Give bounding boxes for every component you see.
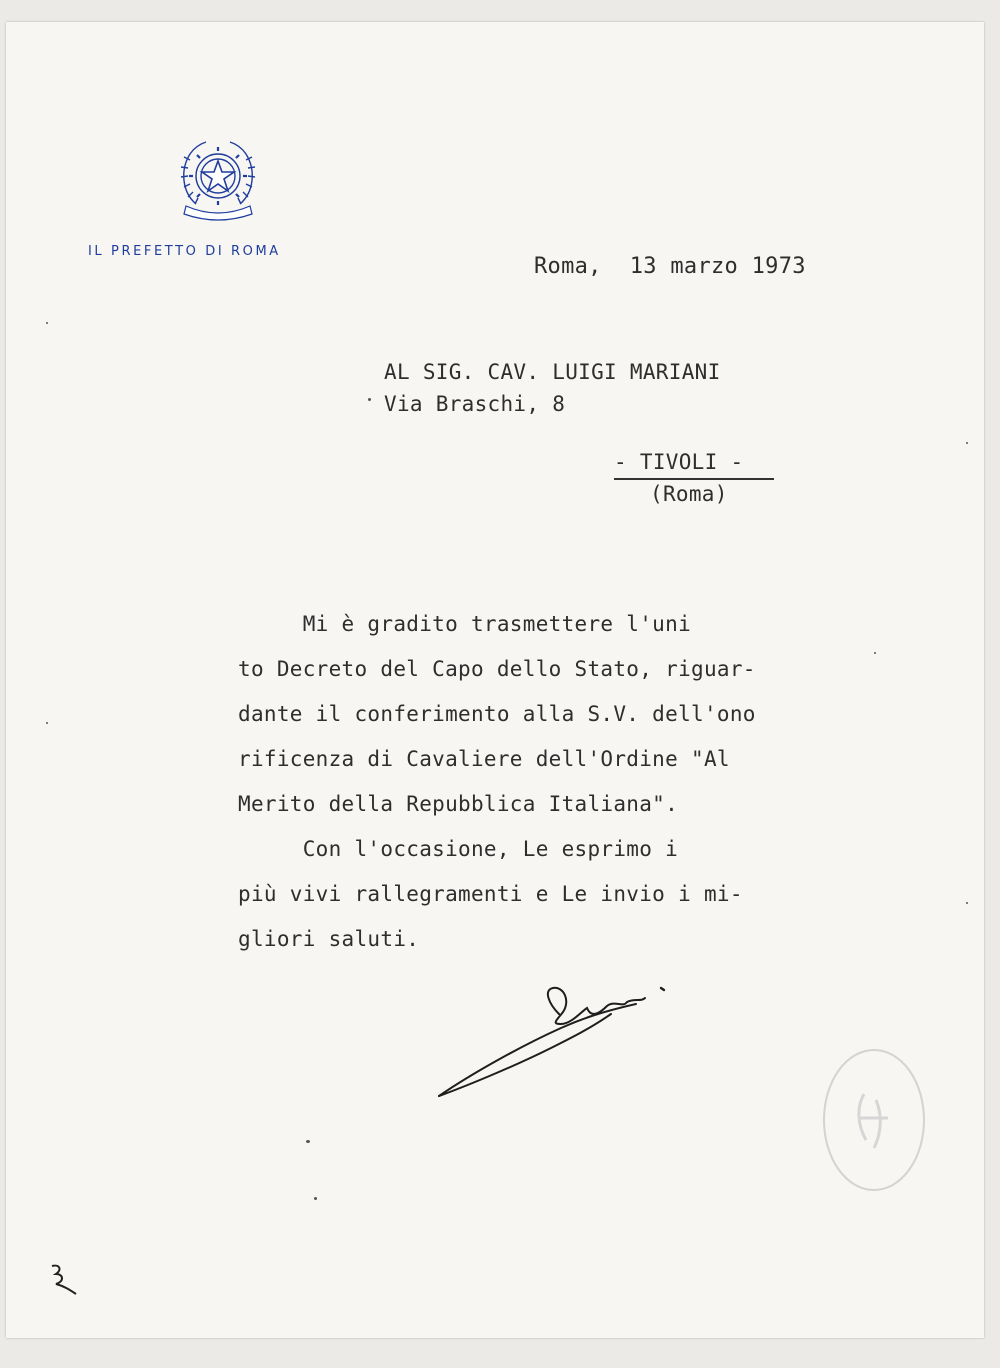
margin-pencil-mark-icon [46, 1260, 86, 1296]
body-line: dante il conferimento alla S.V. dell'ono [238, 702, 756, 726]
paper-speck [368, 398, 371, 401]
body-line: gliori saluti. [238, 927, 420, 951]
dateline [534, 254, 806, 279]
recipient-city: - TIVOLI - [614, 450, 744, 474]
paper-speck [46, 722, 48, 724]
italian-republic-emblem-icon [176, 134, 260, 224]
paper-speck [966, 442, 968, 444]
letterhead-title: IL PREFETTO DI ROMA [88, 244, 281, 259]
city-underline [614, 478, 774, 480]
paper-speck [314, 1197, 317, 1200]
body-line: Mi è gradito trasmettere l'uni [238, 612, 692, 636]
body-line: più vivi rallegramenti e Le invio i mi- [238, 882, 743, 906]
body-line: Con l'occasione, Le esprimo i [238, 837, 679, 861]
recipient-name: AL SIG. CAV. LUIGI MARIANI [384, 360, 721, 384]
faint-circular-stamp-icon [818, 1044, 930, 1196]
body-line: Merito della Repubblica Italiana". [238, 792, 679, 816]
paper-speck [874, 652, 876, 654]
dateline-date: 13 marzo 1973 [629, 254, 806, 279]
letter-sheet [6, 22, 984, 1338]
handwritten-signature-icon [431, 984, 676, 1102]
recipient-province: (Roma) [650, 482, 728, 506]
body-line: rificenza di Cavaliere dell'Ordine "Al [238, 747, 730, 771]
paper-speck [306, 1140, 310, 1143]
paper-speck [966, 902, 968, 904]
body-line: to Decreto del Capo dello Stato, riguar- [238, 657, 756, 681]
dateline-place: Roma, [534, 254, 602, 279]
recipient-street: Via Braschi, 8 [384, 392, 566, 416]
paper-speck [46, 322, 48, 324]
